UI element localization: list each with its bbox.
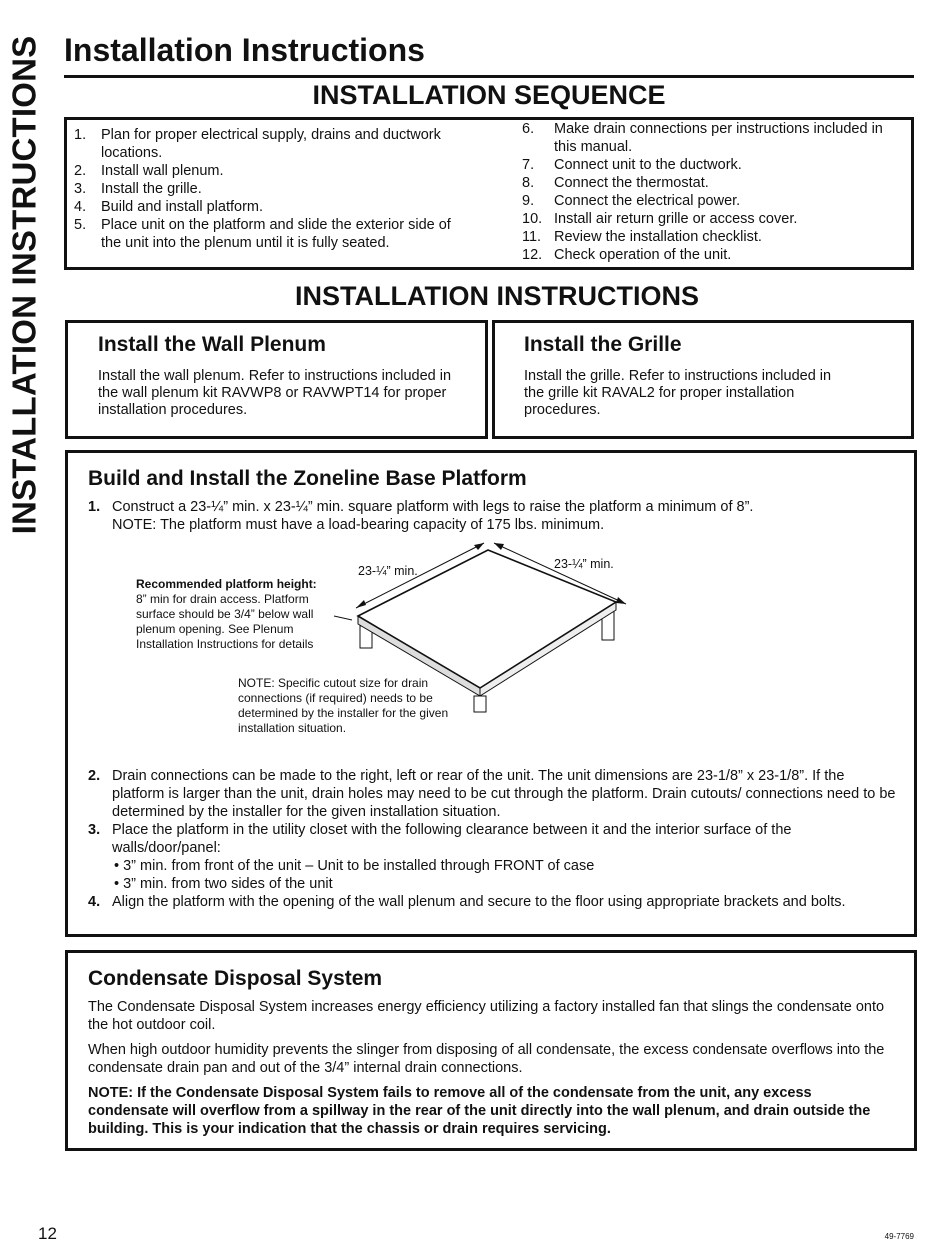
list-item: 12. Check operation of the unit.	[522, 247, 732, 263]
sequence-right-list	[522, 120, 902, 264]
sequence-heading: INSTALLATION SEQUENCE	[312, 80, 666, 110]
condensate-paragraph-1: The Condensate Disposal System increases energy efficiency utilizing a factory installed fan that slings the condensate onto the hot outdoor coil.	[88, 999, 885, 1033]
document-number: 49-7769	[884, 1232, 914, 1241]
platform-step-4: 4. Align the platform with the opening of the wall plenum and secure to the floor using appropriate brackets and bolts.	[88, 894, 846, 910]
list-item: 6. Make drain connections per instructions included in this manual.	[522, 121, 883, 155]
platform-step-2: 2. Drain connections can be made to the right, left or rear of the unit. The unit dimensions are 23-1/8” x 23-1/8”. If the platform is larger than the unit, drain holes may need to be cut through the platform. Drain cutouts/ connections need to be determined by the installer for the given installation situation.	[88, 768, 896, 820]
list-item: 7. Connect unit to the ductwork.	[522, 157, 742, 173]
list-item: 9. Connect the electrical power.	[522, 193, 741, 209]
instructions-heading: INSTALLATION INSTRUCTIONS	[295, 281, 699, 311]
platform-bullet-1: • 3” min. from front of the unit – Unit to be installed through FRONT of case	[114, 858, 595, 874]
list-item: 2. Install wall plenum.	[74, 163, 224, 179]
side-tab	[4, 35, 44, 535]
condensate-note: NOTE: If the Condensate Disposal System fails to remove all of the condensate from the unit, any excess condensate will overflow from a spillway in the rear of the unit directly into the wall plenum, and drain outside the building. This is your indication that the chassis or drain requires servicing.	[88, 1085, 871, 1137]
platform-bullet-2: • 3” min. from two sides of the unit	[114, 876, 333, 892]
height-note	[136, 577, 336, 652]
sequence-left-list	[74, 126, 474, 252]
dim-left-label: 23-¼” min.	[358, 564, 418, 578]
height-note-text: 8” min for drain access. Platform surface should be 3/4” below wall plenum opening. See Plenum Installation Instructions for details	[136, 592, 314, 651]
wall-plenum-title: Install the Wall Plenum	[98, 333, 326, 356]
dim-right-label: 23-¼” min.	[554, 557, 614, 571]
list-item: 3. Install the grille.	[74, 181, 202, 197]
condensate-title: Condensate Disposal System	[88, 967, 383, 990]
list-item: 8. Connect the thermostat.	[522, 175, 709, 191]
list-item: 4. Build and install platform.	[74, 199, 263, 215]
side-tab-label: INSTALLATION INSTRUCTIONS	[5, 35, 42, 535]
title-rule	[64, 75, 914, 78]
list-item: 10. Install air return grille or access cover.	[522, 211, 798, 227]
grille-title: Install the Grille	[524, 333, 682, 356]
wall-plenum-text: Install the wall plenum. Refer to instructions included in the wall plenum kit RAVWP8 or RAVWPT14 for proper installation procedures.	[98, 368, 452, 418]
list-item: 11. Review the installation checklist.	[522, 229, 762, 245]
page-title: Installation Instructions	[64, 32, 425, 68]
platform-step-1: 1. Construct a 23-¼” min. x 23-¼” min. square platform with legs to raise the platform a minimum of 8”. NOTE: The platform must have a load-bearing capacity of 175 lbs. minimum.	[88, 499, 754, 533]
platform-step-3: 3. Place the platform in the utility closet with the following clearance between it and the interior surface of the walls/door/panel:	[88, 822, 792, 856]
platform-title: Build and Install the Zoneline Base Platform	[88, 467, 527, 490]
condensate-paragraph-2: When high outdoor humidity prevents the slinger from disposing of all condensate, the excess condensate overflows into the condensate drain pan and out of the 3/4” internal drain connections.	[88, 1042, 885, 1076]
list-item: 1. Plan for proper electrical supply, drains and ductwork locations.	[74, 127, 441, 161]
list-item: 5. Place unit on the platform and slide the exterior side of the unit into the plenum until it is fully seated.	[74, 217, 451, 251]
grille-text: Install the grille. Refer to instructions included in the grille kit RAVAL2 for proper installation procedures.	[524, 368, 832, 418]
height-note-title: Recommended platform height:	[136, 577, 317, 591]
cutout-note: NOTE: Specific cutout size for drain connections (if required) needs to be determined by the installer for the given installation situation.	[238, 676, 449, 735]
page-number: 12	[38, 1224, 57, 1241]
